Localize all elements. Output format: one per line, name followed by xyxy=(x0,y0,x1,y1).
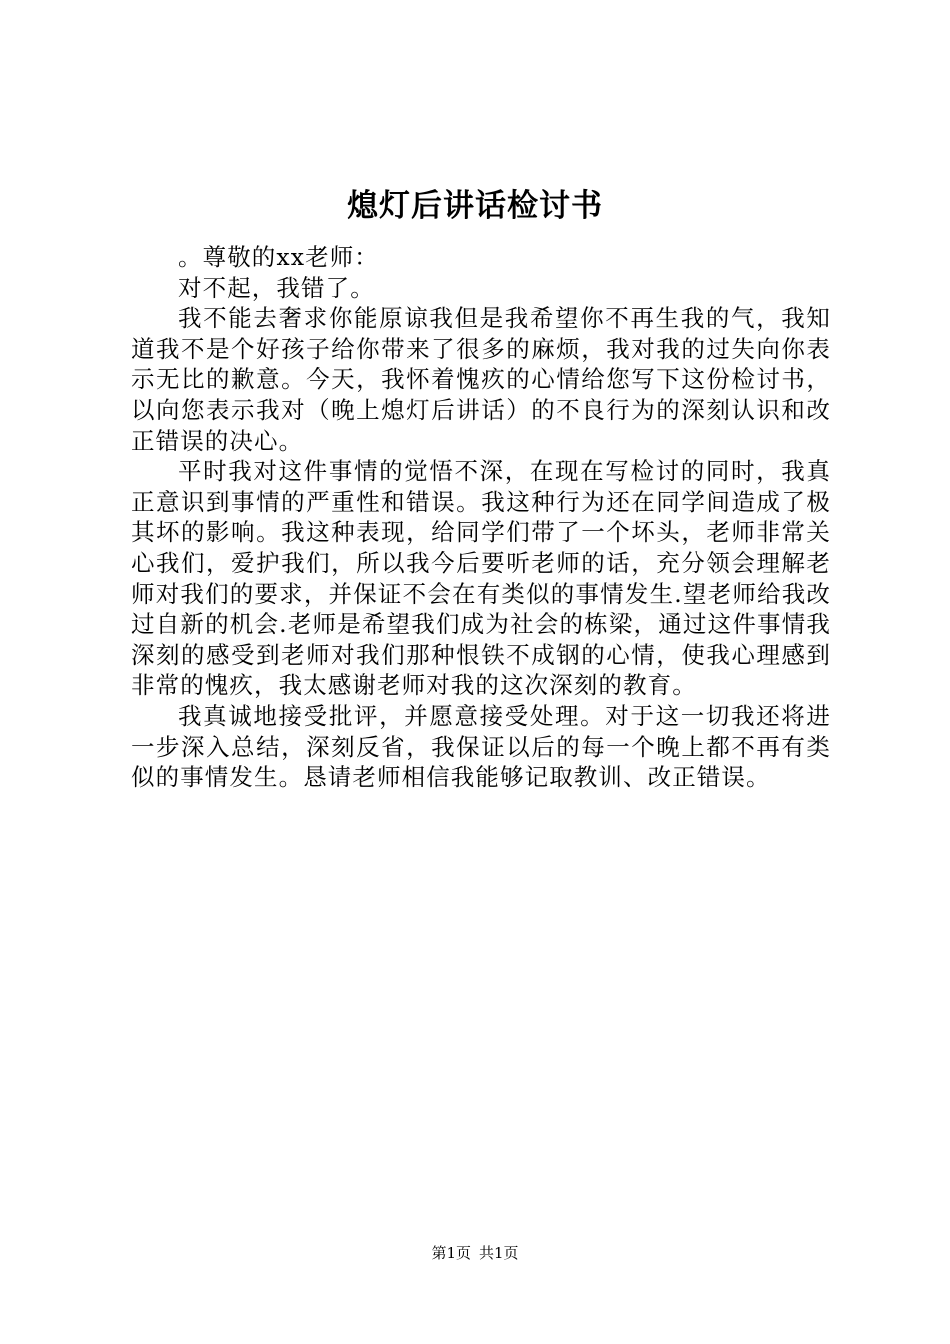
salutation: 。尊敬的xx老师： xyxy=(178,243,379,271)
paragraph-3: 平时我对这件事情的觉悟不深，在现在写检讨的同时，我真正意识到事情的严重性和错误。我这种行为还在同学间造成了极其坏的影响。我这种表现，给同学们带了一个坏头，老师非常关心我们，爱护我们，所以我今后要听老师的话，充分领会理解老师对我们的要求，并保证不会在有类似的事情发生.望老师给我改过自新的机会.老师是希望我们成为社会的栋梁，通过这件事情我深刻的感受到老师对我们那种恨铁不成钢的心情，使我心理感到非常的愧疚，我太感谢老师对我的这次深刻的教育。 xyxy=(131,457,831,700)
paragraph-1: 对不起，我错了。 xyxy=(178,273,375,302)
document-title: 熄灯后讲话检讨书 xyxy=(347,188,603,224)
page-number: 第1页 xyxy=(431,1244,471,1262)
paragraph-4: 我真诚地接受批评，并愿意接受处理。对于这一切我还将进一步深入总结，深刻反省，我保证以后的每一个晚上都不再有类似的事情发生。恳请老师相信我能够记取教训、改正错误。 xyxy=(131,701,831,792)
page-total: 共1页 xyxy=(479,1244,519,1262)
paragraph-2: 我不能去奢求你能原谅我但是我希望你不再生我的气，我知道我不是个好孩子给你带来了很多的麻烦，我对我的过失向你表示无比的歉意。今天，我怀着愧疚的心情给您写下这份检讨书，以向您表示我对（晚上熄灯后讲话）的不良行为的深刻认识和改正错误的决心。 xyxy=(131,304,831,455)
document-body xyxy=(131,242,831,793)
page-footer xyxy=(0,1243,950,1263)
